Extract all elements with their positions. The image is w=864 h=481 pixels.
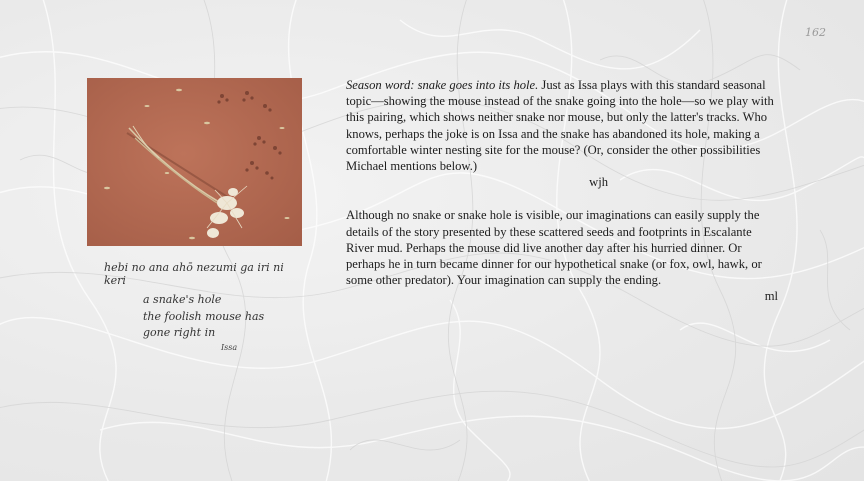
haiku-line-2: the foolish mouse has	[143, 309, 265, 323]
haiga-photo	[87, 78, 302, 246]
signature-ml: ml	[764, 289, 778, 304]
page-number: 162	[805, 26, 826, 39]
haiku-line-1: a snake's hole	[143, 293, 222, 306]
commentary-paragraph-2: Although no snake or snake hole is visible, our imaginations can easily supply the details of the story presented by these scattered seeds and footprints in Escalante River mud. Perhaps the mouse did live another day after his hurried dinner. Or perhaps he in turn became dinner for our hypothetical snake (or fox, owl, hawk, or some other predator). Your imagination can supply the ending.	[346, 208, 762, 288]
commentary	[346, 77, 778, 305]
signature-wjh: wjh	[589, 175, 608, 190]
haiku-translation	[143, 292, 264, 342]
commentary-paragraph-1	[346, 77, 778, 174]
haiku-romaji: hebi no ana ahō nezumi ga iri ni keri	[104, 261, 284, 287]
season-word: Season word: snake goes into its hole.	[346, 78, 539, 92]
commentary-paragraph-1-text: Just as Issa plays with this standard seasonal topic—showing the mouse instead of the snake going into the hole—so we play with this pairing, which shows neither snake nor mouse, but only the latter's tracks. Who knows, perhaps the joke is on Issa and the snake has abandoned its hole, making a comfortable winter nesting site for the mouse? (Or, consider the other possibilities Michael mentions below.)	[346, 78, 774, 174]
haiku-author: Issa	[221, 343, 238, 352]
haiku-line-3: gone right in	[143, 326, 216, 339]
